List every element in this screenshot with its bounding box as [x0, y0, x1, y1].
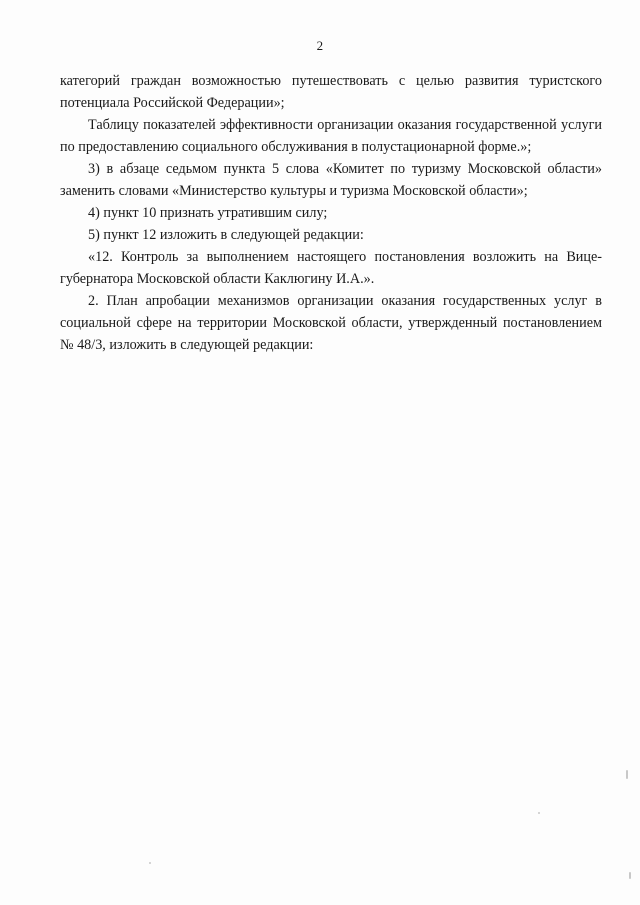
scan-artifact [626, 770, 628, 779]
page-number: 2 [316, 38, 324, 53]
scan-artifact [149, 862, 151, 864]
paragraph-table-indicators: Таблицу показателей эффективности организации оказания государственной услуги по предоставлению социального обслуживания в полустационарной форме.»; [60, 117, 602, 155]
paragraph-section-2: 2. План апробации механизмов организации оказания государственных услуг в социальной сфере на территории Московской области, утвержденный постановлением № 48/3, изложить в следующей редакции: [60, 293, 602, 353]
document-body [60, 70, 602, 356]
paragraph-item-4: 4) пункт 10 признать утратившим силу; [88, 205, 328, 221]
paragraph-point-12: «12. Контроль за выполнением настоящего постановления возложить на Вице-губернатора Московской области Каклюгину И.А.». [60, 249, 602, 287]
paragraph-item-5: 5) пункт 12 изложить в следующей редакции: [88, 227, 364, 243]
paragraph-continuation: категорий граждан возможностью путешествовать с целью развития туристского потенциала Российской Федерации»; [60, 73, 602, 111]
scan-artifact [538, 812, 540, 814]
paragraph-item-3: 3) в абзаце седьмом пункта 5 слова «Комитет по туризму Московской области» заменить словами «Министерство культуры и туризма Московской области»; [60, 161, 602, 199]
scan-artifact [629, 872, 631, 879]
